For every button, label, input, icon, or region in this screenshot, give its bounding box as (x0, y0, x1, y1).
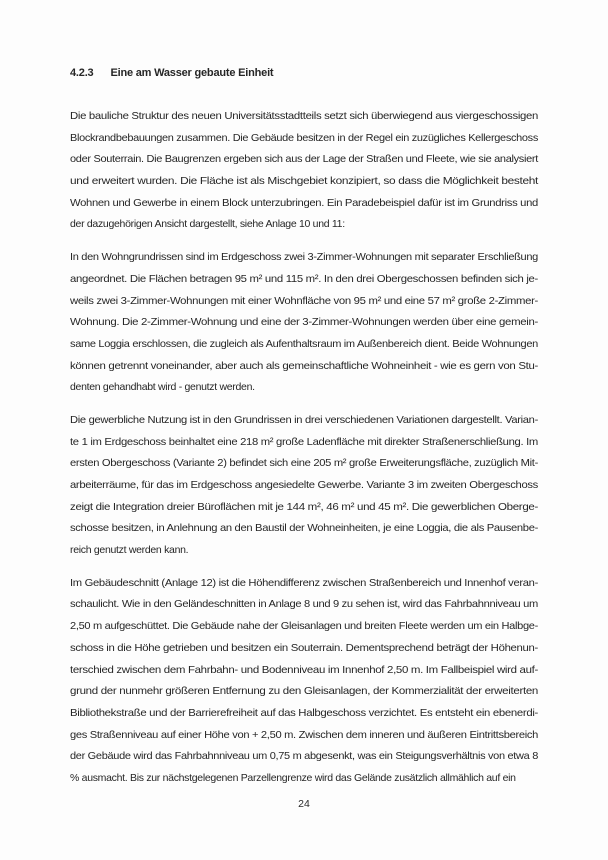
text-line: angeordnet. Die Flächen betragen 95 m² und 115 m². In den drei Obergeschossen befinden sich je- (70, 272, 539, 285)
paragraph (70, 247, 538, 399)
text-line: terschied zwischen dem Fahrbahn- und Bodenniveau im Innenhof 2,50 m. Im Fallbeispiel wird auf- (70, 663, 538, 676)
page-number: 24 (298, 798, 310, 810)
section-number: 4.2.3 (70, 67, 94, 79)
text-line: schoss in die Höhe getrieben und besitzen ein Souterrain. Dementsprechend beträgt der Höhenun- (70, 641, 539, 654)
text-line: grund der nunmehr größeren Entfernung zu den Gleisanlagen, der Kommerzialität der erweiterten (70, 685, 538, 698)
text-line: same Loggia erschlossen, die zugleich als Aufenthaltsraum im Außenbereich dient. Beide Wohnungen (70, 337, 539, 350)
text-line: Die bauliche Struktur des neuen Universitätsstadtteils setzt sich überwiegend aus viergeschossigen (70, 110, 539, 122)
text-line: % ausmacht. Bis zur nächstgelegenen Parzellengrenze wird das Gelände zusätzlich allmählich auf ein (70, 771, 516, 784)
text-line: Bibliothekstraße und der Barrierefreiheit auf das Halbgeschoss verzichtet. Es entsteht ein ebenerdi- (70, 706, 538, 719)
text-line: oder Souterrain. Die Baugrenzen ergeben sich aus der Lage der Straßen und Fleete, wie sie analysiert (70, 153, 538, 166)
text-line: te 1 im Erdgeschoss beinhaltet eine 218 m² große Ladenfläche mit direkter Straßenerschließung. Im (70, 435, 538, 448)
text-line: Wohnen und Gewerbe in einem Block unterzubringen. Ein Paradebeispiel dafür ist im Grundriss und (70, 196, 538, 209)
text-line: schosse besitzen, in Anlehnung an den Baustil der Wohneinheiten, je eine Loggia, die als Pausenbe- (70, 522, 539, 535)
paragraph (70, 573, 538, 790)
text-line: Im Gebäudeschnitt (Anlage 12) ist die Höhendifferenz zwischen Straßenbereich und Innenhof veran- (70, 576, 539, 589)
section-heading (70, 66, 538, 80)
text-line: arbeiterräume, für das im Erdgeschoss angesiedelte Gewerbe. Variante 3 im zweiten Obergeschoss (70, 479, 538, 491)
text-line: der Gebäude wird das Fahrbahnniveau um 0,75 m abgesenkt, was ein Steigungsverhältnis von etwa 8 (70, 750, 539, 763)
text-line: reich genutzt werden kann. (70, 544, 189, 557)
text-line: In den Wohngrundrissen sind im Erdgeschoss zwei 3-Zimmer-Wohnungen mit separater Erschließung (70, 251, 539, 264)
paragraph (70, 106, 538, 236)
text-line: denten gehandhabt wird - genutzt werden. (70, 381, 255, 394)
text-line: ges Straßenniveau auf einer Höhe von + 2,50 m. Zwischen dem inneren und äußeren Eintrittsbereich (70, 728, 539, 741)
text-line: können getrennt voneinander, aber auch als gemeinschaftliche Wohneinheit - wie es gern von Stu- (70, 359, 539, 372)
section-title: Eine am Wasser gebaute Einheit (110, 67, 274, 79)
text-line: zeigt die Integration dreier Büroflächen mit je 144 m², 46 m² und 45 m². Die gewerblichen Oberge- (70, 500, 539, 513)
text-line: Die gewerbliche Nutzung ist in den Grundrissen in drei verschiedenen Variationen dargestellt. Varian- (70, 413, 538, 426)
text-line: Blockrandbebauungen zusammen. Die Gebäude besitzen in der Regel ein zuzügliches Kellergeschoss (70, 131, 538, 144)
paragraph (70, 410, 538, 562)
text-line: weils zwei 3-Zimmer-Wohnungen mit einer Wohnfläche von 95 m² und eine 57 m² große 2-Zimmer- (70, 294, 538, 307)
text-line: der dazugehörigen Ansicht dargestellt, siehe Anlage 10 und 11: (70, 218, 345, 231)
text-line: und erweitert wurden. Die Fläche ist als Mischgebiet konzipiert, so dass die Möglichkeit besteht (70, 175, 538, 188)
body-text (70, 106, 538, 790)
text-line: Wohnung. Die 2-Zimmer-Wohnung und eine der 3-Zimmer-Wohnungen werden über eine gemein- (70, 316, 538, 329)
text-line: schaulicht. Wie in den Geländeschnitten in Anlage 8 und 9 zu sehen ist, wird das Fahrbahnniveau um (70, 598, 539, 611)
text-line: 2,50 m aufgeschüttet. Die Gebäude nahe der Gleisanlagen und breiten Fleete werden um ein Halbge- (70, 620, 538, 633)
text-line: ersten Obergeschoss (Variante 2) befindet sich eine 205 m² große Erweiterungsfläche, zuzüglich Mit- (70, 457, 538, 470)
